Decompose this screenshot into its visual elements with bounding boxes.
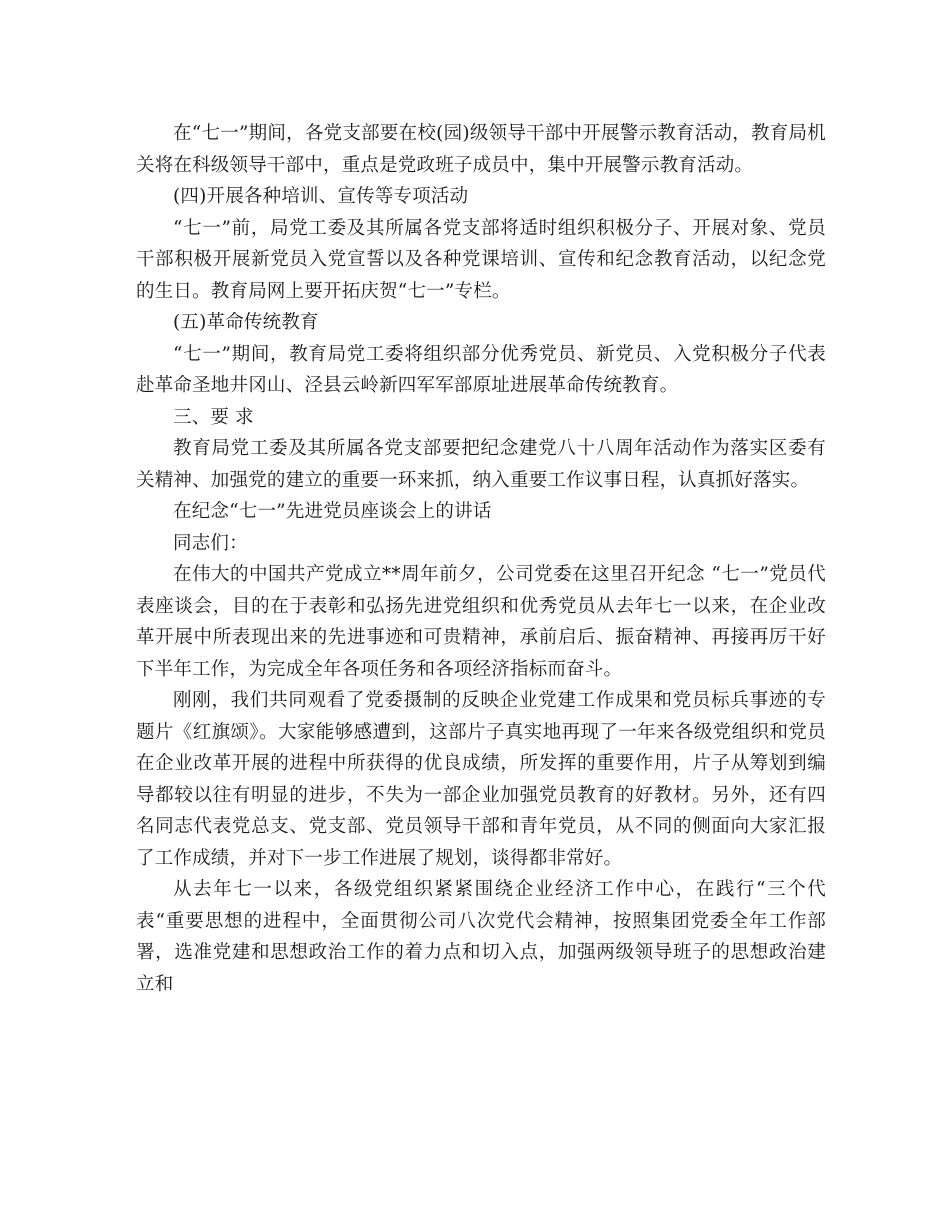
document-page [136, 118, 826, 1000]
paragraph-training-activities: “七一”前，局党工委及其所属各党支部将适时组织积极分子、开展对象、党员干部积极开展新党员入党宣誓以及各种党课培训、宣传和纪念教育活动，以纪念党的生日。教育局网上要开拓庆贺“七一”专栏。 [136, 217, 826, 302]
paragraph-requirements: 教育局党工委及其所属各党支部要把纪念建党八十八周年活动作为落实区委有关精神、加强党的建立的重要一环来抓，纳入重要工作议事日程，认真抓好落实。 [136, 438, 826, 491]
heading-training-activities: (四)开展各种培训、宣传等专项活动 [173, 186, 469, 207]
paragraph-speech-work: 从去年七一以来，各级党组织紧紧围绕企业经济工作中心，在践行“三个代表“重要思想的进程中，全面贯彻公司八次党代会精神，按照集团党委全年工作部署，选准党建和思想政治工作的着力点和切入点，加强两级领导班子的思想政治建立和 [136, 879, 826, 995]
heading-requirements: 三、要 求 [173, 406, 254, 428]
paragraph-speech-intro: 在伟大的中国共产党成立**周年前夕，公司党委在这里召开纪念 “七一”党员代表座谈会，目的在于表彰和弘扬先进党组织和优秀党员从去年七一以来，在企业改革开展中所表现出来的先进事迹和可贵精神，承前启后、振奋精神、再接再厉干好下半年工作，为完成全年各项任务和各项经济指标而奋斗。 [136, 564, 826, 680]
speech-salutation: 同志们： [173, 532, 248, 554]
paragraph-revolution-tradition: “七一”期间，教育局党工委将组织部分优秀党员、新党员、入党积极分子代表赴革命圣地井冈山、泾县云岭新四军军部原址进展革命传统教育。 [136, 343, 826, 396]
paragraph-warning-education: 在“七一”期间，各党支部要在校(园)级领导干部中开展警示教育活动，教育局机关将在科级领导干部中，重点是党政班子成员中，集中开展警示教育活动。 [136, 123, 826, 176]
paragraph-speech-film: 刚刚，我们共同观看了党委摄制的反映企业党建工作成果和党员标兵事迹的专题片《红旗颂》。大家能够感遭到，这部片子真实地再现了一年来各级党组织和党员在企业改革开展的进程中所获得的优良成绩，所发挥的重要作用，片子从筹划到编导都较以往有明显的进步，不失为一部企业加强党员教育的好教材。另外，还有四名同志代表党总支、党支部、党员领导干部和青年党员，从不同的侧面向大家汇报了工作成绩，并对下一步工作进展了规划，谈得都非常好。 [136, 690, 826, 869]
heading-revolution-tradition: (五)革命传统教育 [173, 312, 319, 333]
speech-title: 在纪念“七一”先进党员座谈会上的讲话 [173, 501, 492, 522]
